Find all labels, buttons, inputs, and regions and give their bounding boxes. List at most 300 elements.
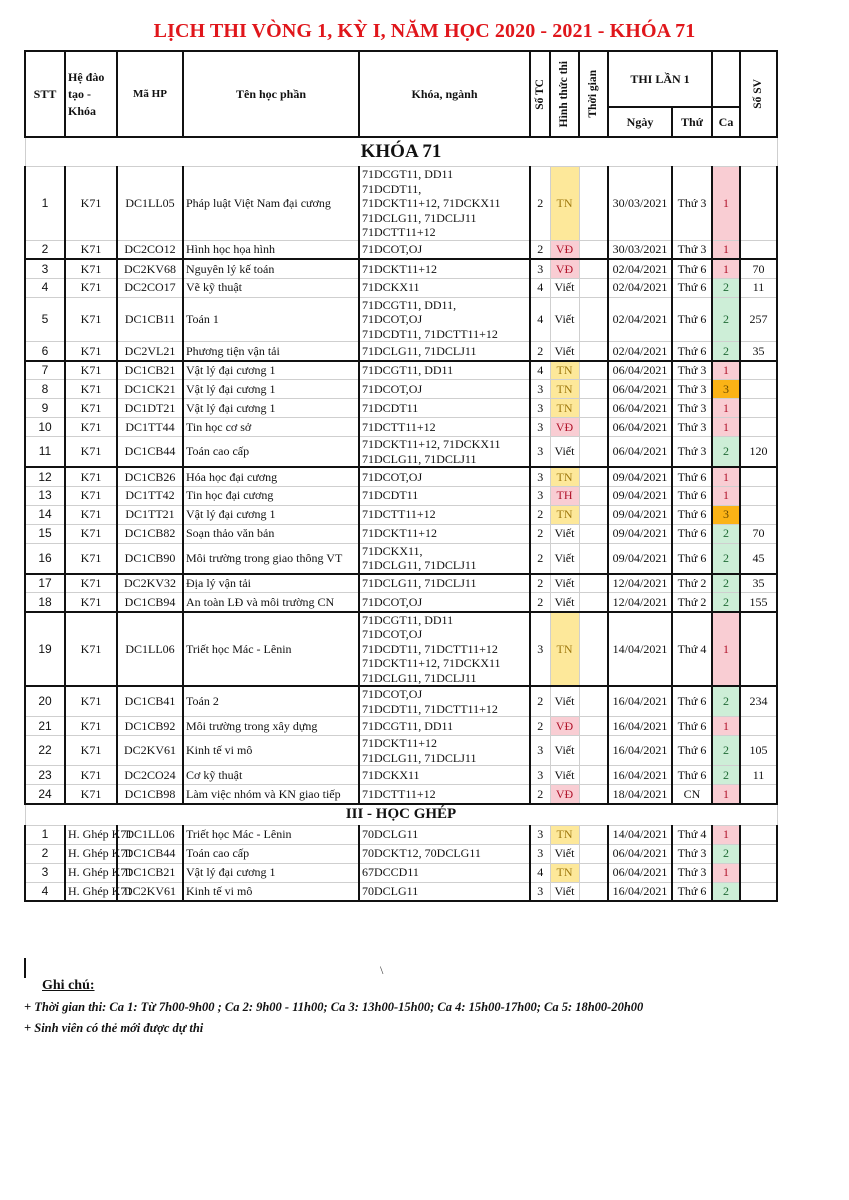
table-row	[25, 486, 777, 505]
cell-thu: Thứ 6	[672, 278, 712, 297]
cell-thoi-gian	[579, 524, 608, 543]
table-row	[25, 505, 777, 524]
cell-ngay: 02/04/2021	[608, 259, 672, 278]
khoa-nganh-line: 71DCDT11, 71DCTT11+12	[362, 326, 498, 341]
table-row	[25, 574, 777, 593]
cell-he-dao-tao: K71	[65, 593, 117, 612]
document-title: LỊCH THI VÒNG 1, KỲ I, NĂM HỌC 2020 - 2021 - KHÓA 71	[153, 20, 696, 42]
cell-khoa-nganh	[359, 399, 530, 418]
cell-ca: 1	[712, 418, 740, 437]
cell-hinh-thuc-thi: TN	[550, 825, 579, 844]
cell-so-sv	[740, 825, 777, 844]
khoa-nganh-line: 71DCTT11+12	[362, 419, 436, 434]
khoa-nganh-line: 71DCLG11, 71DCLJ11	[362, 343, 477, 358]
schedule-body	[25, 137, 777, 901]
cell-thu: Thứ 6	[672, 736, 712, 766]
cell-hinh-thuc-thi: Viết	[550, 593, 579, 612]
cell-thu: Thứ 3	[672, 863, 712, 882]
cell-so-sv	[740, 418, 777, 437]
cell-thu: Thứ 6	[672, 882, 712, 901]
cell-ten-hoc-phan: Làm việc nhóm và KN giao tiếp	[183, 785, 359, 804]
cell-thoi-gian	[579, 882, 608, 901]
cell-so-tc: 3	[530, 882, 550, 901]
cell-ngay: 02/04/2021	[608, 297, 672, 342]
cell-ca: 1	[712, 825, 740, 844]
cell-ma-hp: DC2KV61	[117, 882, 183, 901]
cell-so-sv	[740, 380, 777, 399]
cell-khoa-nganh	[359, 785, 530, 804]
cell-hinh-thuc-thi: VĐ	[550, 259, 579, 278]
table-row	[25, 259, 777, 278]
khoa-nganh-line: 71DCOT,OJ	[362, 469, 423, 484]
cell-thoi-gian	[579, 167, 608, 241]
cell-so-tc: 3	[530, 418, 550, 437]
cell-thoi-gian	[579, 467, 608, 486]
cell-hinh-thuc-thi: TN	[550, 863, 579, 882]
cell-stt: 13	[25, 486, 65, 505]
cell-hinh-thuc-thi: Viết	[550, 437, 579, 468]
header-so-tc: Số TC	[530, 51, 550, 137]
cell-khoa-nganh	[359, 593, 530, 612]
khoa-nganh-line: 70DCLG11	[362, 827, 419, 842]
cell-so-sv: 35	[740, 574, 777, 593]
khoa-nganh-line: 71DCLG11, 71DCLJ11	[362, 670, 477, 685]
cell-he-dao-tao: K71	[65, 240, 117, 259]
cell-hinh-thuc-thi: Viết	[550, 686, 579, 717]
cell-ma-hp: DC1CB44	[117, 844, 183, 863]
section-header-row	[25, 804, 777, 826]
cell-so-sv	[740, 361, 777, 380]
cell-khoa-nganh	[359, 863, 530, 882]
cell-ca: 2	[712, 882, 740, 901]
cell-hinh-thuc-thi: Viết	[550, 524, 579, 543]
header-ten-hoc-phan: Tên học phần	[183, 51, 359, 137]
header-empty	[712, 51, 740, 107]
cell-so-sv	[740, 612, 777, 687]
cell-ngay: 30/03/2021	[608, 240, 672, 259]
cell-thu: Thứ 3	[672, 844, 712, 863]
cell-so-tc: 3	[530, 399, 550, 418]
cell-ngay: 06/04/2021	[608, 863, 672, 882]
cell-ma-hp: DC1CB41	[117, 686, 183, 717]
cell-he-dao-tao: K71	[65, 686, 117, 717]
cell-he-dao-tao: K71	[65, 418, 117, 437]
cell-khoa-nganh	[359, 844, 530, 863]
cell-khoa-nganh	[359, 574, 530, 593]
cell-hinh-thuc-thi: Viết	[550, 543, 579, 574]
cell-hinh-thuc-thi: TN	[550, 399, 579, 418]
cell-thu: Thứ 4	[672, 612, 712, 687]
cell-ten-hoc-phan: Vật lý đại cương 1	[183, 361, 359, 380]
cell-hinh-thuc-thi: Viết	[550, 574, 579, 593]
table-trailing-border	[24, 958, 26, 978]
khoa-nganh-line: 71DCTT11+12	[362, 786, 436, 801]
cell-thoi-gian	[579, 736, 608, 766]
khoa-nganh-line: 71DCKT11+12	[362, 736, 437, 750]
cell-stt: 2	[25, 240, 65, 259]
cell-he-dao-tao: K71	[65, 259, 117, 278]
cell-hinh-thuc-thi: Viết	[550, 342, 579, 361]
cell-khoa-nganh	[359, 342, 530, 361]
cell-thu: Thứ 3	[672, 361, 712, 380]
khoa-nganh-line: 71DCDT11,	[362, 181, 422, 196]
cell-ca: 2	[712, 437, 740, 468]
cell-ngay: 02/04/2021	[608, 278, 672, 297]
cell-ma-hp: DC1CB82	[117, 524, 183, 543]
khoa-nganh-line: 71DCGT11, DD11	[362, 718, 454, 733]
cell-stt: 24	[25, 785, 65, 804]
cell-so-tc: 3	[530, 467, 550, 486]
cell-ten-hoc-phan: Kinh tế vi mô	[183, 736, 359, 766]
cell-khoa-nganh	[359, 259, 530, 278]
khoa-nganh-line: 71DCGT11, DD11,	[362, 297, 457, 312]
cell-thu: Thứ 6	[672, 297, 712, 342]
table-row	[25, 399, 777, 418]
cell-so-tc: 2	[530, 167, 550, 241]
cell-ten-hoc-phan: Pháp luật Việt Nam đại cương	[183, 167, 359, 241]
cell-so-sv	[740, 882, 777, 901]
cell-ten-hoc-phan: Kinh tế vi mô	[183, 882, 359, 901]
header-so-sv: Số SV	[740, 51, 777, 137]
cell-stt: 4	[25, 882, 65, 901]
cell-thoi-gian	[579, 543, 608, 574]
cell-stt: 12	[25, 467, 65, 486]
cell-ca: 1	[712, 863, 740, 882]
cell-so-sv: 45	[740, 543, 777, 574]
cell-ten-hoc-phan: Triết học Mác - Lênin	[183, 825, 359, 844]
cell-thu: Thứ 6	[672, 766, 712, 785]
cell-ca: 1	[712, 717, 740, 736]
cell-so-tc: 4	[530, 361, 550, 380]
cell-ca: 3	[712, 505, 740, 524]
cell-stt: 2	[25, 844, 65, 863]
cell-thu: Thứ 6	[672, 543, 712, 574]
cell-so-tc: 2	[530, 785, 550, 804]
cell-thu: Thứ 6	[672, 686, 712, 717]
cell-so-sv: 70	[740, 524, 777, 543]
khoa-nganh-line: 71DCKT11+12	[362, 526, 437, 541]
header-stt: STT	[25, 51, 65, 137]
cell-so-sv	[740, 467, 777, 486]
cell-ma-hp: DC1TT21	[117, 505, 183, 524]
cell-he-dao-tao: K71	[65, 437, 117, 468]
cell-thoi-gian	[579, 825, 608, 844]
khoa-nganh-line: 71DCLG11, 71DCLJ11	[362, 451, 477, 466]
cell-ma-hp: DC2KV68	[117, 259, 183, 278]
cell-he-dao-tao: H. Ghép K71	[65, 844, 117, 863]
cell-ten-hoc-phan: Địa lý vận tải	[183, 574, 359, 593]
cell-khoa-nganh	[359, 543, 530, 574]
khoa-nganh-line: 71DCKT11+12, 71DCKX11	[362, 196, 501, 210]
cell-khoa-nganh	[359, 380, 530, 399]
cell-hinh-thuc-thi: TN	[550, 167, 579, 241]
cell-thoi-gian	[579, 380, 608, 399]
cell-ngay: 16/04/2021	[608, 736, 672, 766]
cell-thu: Thứ 6	[672, 717, 712, 736]
table-row	[25, 543, 777, 574]
cell-so-sv: 120	[740, 437, 777, 468]
cell-he-dao-tao: K71	[65, 467, 117, 486]
cell-ten-hoc-phan: Hình học họa hình	[183, 240, 359, 259]
cell-khoa-nganh	[359, 717, 530, 736]
cell-stt: 9	[25, 399, 65, 418]
cell-he-dao-tao: K71	[65, 785, 117, 804]
cell-so-sv	[740, 863, 777, 882]
cell-thoi-gian	[579, 505, 608, 524]
stray-slash-mark: \	[380, 963, 384, 977]
cell-ma-hp: DC1CB11	[117, 297, 183, 342]
cell-ngay: 02/04/2021	[608, 342, 672, 361]
cell-he-dao-tao: K71	[65, 380, 117, 399]
table-row	[25, 240, 777, 259]
khoa-nganh-line: 71DCOT,OJ	[362, 627, 423, 641]
cell-ca: 2	[712, 543, 740, 574]
cell-stt: 1	[25, 825, 65, 844]
cell-ma-hp: DC1LL06	[117, 825, 183, 844]
cell-thu: Thứ 6	[672, 259, 712, 278]
cell-so-tc: 3	[530, 766, 550, 785]
cell-so-sv	[740, 486, 777, 505]
cell-he-dao-tao: K71	[65, 505, 117, 524]
cell-stt: 7	[25, 361, 65, 380]
cell-ca: 2	[712, 686, 740, 717]
table-row	[25, 437, 777, 468]
cell-thu: Thứ 2	[672, 574, 712, 593]
cell-thu: CN	[672, 785, 712, 804]
cell-so-tc: 3	[530, 259, 550, 278]
cell-ma-hp: DC2VL21	[117, 342, 183, 361]
cell-stt: 15	[25, 524, 65, 543]
cell-so-tc: 3	[530, 736, 550, 766]
cell-ca: 1	[712, 259, 740, 278]
cell-hinh-thuc-thi: TN	[550, 467, 579, 486]
header-thu: Thứ	[672, 107, 712, 137]
cell-ca: 2	[712, 844, 740, 863]
khoa-nganh-line: 71DCKT11+12, 71DCKX11	[362, 437, 501, 451]
cell-ten-hoc-phan: Môi trường trong giao thông VT	[183, 543, 359, 574]
cell-ten-hoc-phan: Cơ kỹ thuật	[183, 766, 359, 785]
header-hinh-thuc-thi: Hình thức thi	[550, 51, 579, 137]
cell-so-tc: 2	[530, 593, 550, 612]
cell-ma-hp: DC1CK21	[117, 380, 183, 399]
cell-thu: Thứ 6	[672, 467, 712, 486]
cell-thoi-gian	[579, 612, 608, 687]
cell-ngay: 09/04/2021	[608, 543, 672, 574]
cell-ten-hoc-phan: Toán 2	[183, 686, 359, 717]
cell-ten-hoc-phan: Toán cao cấp	[183, 844, 359, 863]
cell-ten-hoc-phan: Vật lý đại cương 1	[183, 399, 359, 418]
cell-so-sv	[740, 844, 777, 863]
cell-ca: 3	[712, 380, 740, 399]
header-he-dao-tao: Hệ đào tạo - Khóa	[65, 51, 117, 137]
cell-thoi-gian	[579, 342, 608, 361]
cell-hinh-thuc-thi: TN	[550, 612, 579, 687]
cell-hinh-thuc-thi: TN	[550, 380, 579, 399]
cell-stt: 16	[25, 543, 65, 574]
cell-ma-hp: DC1TT42	[117, 486, 183, 505]
table-row	[25, 686, 777, 717]
cell-ma-hp: DC2CO12	[117, 240, 183, 259]
cell-ngay: 16/04/2021	[608, 766, 672, 785]
khoa-nganh-line: 70DCKT12, 70DCLG11	[362, 846, 481, 861]
cell-hinh-thuc-thi: Viết	[550, 297, 579, 342]
cell-khoa-nganh	[359, 240, 530, 259]
cell-ma-hp: DC1LL06	[117, 612, 183, 687]
cell-ma-hp: DC2KV61	[117, 736, 183, 766]
cell-ten-hoc-phan: Tin học đại cương	[183, 486, 359, 505]
cell-ten-hoc-phan: Triết học Mác - Lênin	[183, 612, 359, 687]
khoa-nganh-line: 70DCLG11	[362, 884, 419, 898]
cell-stt: 8	[25, 380, 65, 399]
cell-ngay: 09/04/2021	[608, 467, 672, 486]
table-row	[25, 785, 777, 804]
cell-so-tc: 2	[530, 543, 550, 574]
cell-so-tc: 3	[530, 380, 550, 399]
khoa-nganh-line: 71DCOT,OJ	[362, 594, 423, 609]
cell-khoa-nganh	[359, 486, 530, 505]
khoa-nganh-line: 71DCLG11, 71DCLJ11	[362, 750, 477, 765]
cell-hinh-thuc-thi: TH	[550, 486, 579, 505]
cell-khoa-nganh	[359, 612, 530, 687]
cell-khoa-nganh	[359, 467, 530, 486]
cell-hinh-thuc-thi: Viết	[550, 882, 579, 901]
cell-thoi-gian	[579, 278, 608, 297]
cell-so-sv	[740, 167, 777, 241]
khoa-nganh-line: 71DCGT11, DD11	[362, 363, 454, 377]
khoa-nganh-line: 71DCOT,OJ	[362, 687, 423, 701]
cell-ten-hoc-phan: Vật lý đại cương 1	[183, 505, 359, 524]
cell-stt: 3	[25, 259, 65, 278]
khoa-nganh-line: 71DCGT11, DD11	[362, 612, 454, 627]
cell-ngay: 16/04/2021	[608, 882, 672, 901]
cell-khoa-nganh	[359, 437, 530, 468]
cell-so-tc: 3	[530, 612, 550, 687]
cell-ma-hp: DC2CO17	[117, 278, 183, 297]
table-row	[25, 524, 777, 543]
cell-he-dao-tao: K71	[65, 399, 117, 418]
cell-so-tc: 2	[530, 574, 550, 593]
section-title: KHÓA 71	[25, 137, 777, 167]
cell-he-dao-tao: K71	[65, 612, 117, 687]
cell-so-tc: 4	[530, 297, 550, 342]
cell-ca: 1	[712, 486, 740, 505]
cell-thoi-gian	[579, 785, 608, 804]
cell-ngay: 16/04/2021	[608, 686, 672, 717]
cell-ca: 2	[712, 524, 740, 543]
cell-so-sv: 70	[740, 259, 777, 278]
cell-so-sv: 35	[740, 342, 777, 361]
cell-khoa-nganh	[359, 736, 530, 766]
khoa-nganh-line: 71DCLG11, 71DCLJ11	[362, 210, 477, 225]
cell-ma-hp: DC1TT44	[117, 418, 183, 437]
cell-ngay: 18/04/2021	[608, 785, 672, 804]
header-khoa-nganh: Khóa, ngành	[359, 51, 530, 137]
cell-ma-hp: DC1CB94	[117, 593, 183, 612]
cell-thu: Thứ 3	[672, 167, 712, 241]
cell-ca: 2	[712, 297, 740, 342]
cell-he-dao-tao: H. Ghép K71	[65, 863, 117, 882]
table-row	[25, 297, 777, 342]
cell-thu: Thứ 4	[672, 825, 712, 844]
cell-ma-hp: DC1CB98	[117, 785, 183, 804]
khoa-nganh-line: 71DCOT,OJ	[362, 242, 423, 256]
cell-ma-hp: DC1CB21	[117, 863, 183, 882]
cell-thoi-gian	[579, 361, 608, 380]
table-row	[25, 612, 777, 687]
table-row	[25, 882, 777, 901]
cell-ngay: 06/04/2021	[608, 418, 672, 437]
cell-thu: Thứ 6	[672, 505, 712, 524]
cell-khoa-nganh	[359, 825, 530, 844]
cell-ca: 2	[712, 342, 740, 361]
cell-so-tc: 3	[530, 437, 550, 468]
cell-so-tc: 2	[530, 505, 550, 524]
cell-he-dao-tao: K71	[65, 278, 117, 297]
header-ma-hp: Mã HP	[117, 51, 183, 137]
cell-ngay: 09/04/2021	[608, 505, 672, 524]
cell-so-sv	[740, 399, 777, 418]
cell-ten-hoc-phan: Toán cao cấp	[183, 437, 359, 468]
cell-khoa-nganh	[359, 297, 530, 342]
cell-he-dao-tao: K71	[65, 574, 117, 593]
cell-hinh-thuc-thi: TN	[550, 361, 579, 380]
cell-stt: 18	[25, 593, 65, 612]
cell-he-dao-tao: K71	[65, 167, 117, 241]
cell-he-dao-tao: K71	[65, 766, 117, 785]
cell-thu: Thứ 3	[672, 418, 712, 437]
notes-line-exam-times: + Thời gian thi: Ca 1: Từ 7h00-9h00 ; Ca 2: 9h00 - 11h00; Ca 3: 13h00-15h00; Ca 4: 15h00-17h00; Ca 5: 18h00-20h00	[24, 1000, 644, 1014]
table-row	[25, 766, 777, 785]
cell-ten-hoc-phan: Hóa học đại cương	[183, 467, 359, 486]
cell-ngay: 06/04/2021	[608, 844, 672, 863]
cell-khoa-nganh	[359, 524, 530, 543]
cell-ma-hp: DC2KV32	[117, 574, 183, 593]
cell-ca: 1	[712, 785, 740, 804]
cell-so-tc: 2	[530, 686, 550, 717]
cell-thoi-gian	[579, 686, 608, 717]
cell-so-sv	[740, 505, 777, 524]
cell-hinh-thuc-thi: VĐ	[550, 717, 579, 736]
cell-ma-hp: DC1CB21	[117, 361, 183, 380]
notes-line-student-card: + Sinh viên có thẻ mới được dự thi	[24, 1021, 204, 1035]
cell-ca: 2	[712, 736, 740, 766]
cell-hinh-thuc-thi: Viết	[550, 736, 579, 766]
cell-thoi-gian	[579, 297, 608, 342]
cell-thoi-gian	[579, 574, 608, 593]
cell-ngay: 12/04/2021	[608, 574, 672, 593]
khoa-nganh-line: 71DCLG11, 71DCLJ11	[362, 576, 477, 590]
cell-he-dao-tao: K71	[65, 342, 117, 361]
cell-thu: Thứ 3	[672, 380, 712, 399]
cell-ca: 2	[712, 574, 740, 593]
khoa-nganh-line: 71DCKT11+12, 71DCKX11	[362, 656, 501, 670]
khoa-nganh-line: 71DCLG11, 71DCLJ11	[362, 558, 477, 572]
cell-stt: 19	[25, 612, 65, 687]
khoa-nganh-line: 71DCDT11	[362, 488, 419, 503]
table-row	[25, 467, 777, 486]
cell-ca: 1	[712, 612, 740, 687]
cell-khoa-nganh	[359, 278, 530, 297]
cell-stt: 4	[25, 278, 65, 297]
cell-khoa-nganh	[359, 766, 530, 785]
header-thi-lan-1: THI LẦN 1	[608, 51, 712, 107]
table-row	[25, 361, 777, 380]
cell-thu: Thứ 6	[672, 524, 712, 543]
cell-thoi-gian	[579, 717, 608, 736]
cell-thoi-gian	[579, 766, 608, 785]
cell-ca: 1	[712, 361, 740, 380]
cell-so-sv	[740, 785, 777, 804]
